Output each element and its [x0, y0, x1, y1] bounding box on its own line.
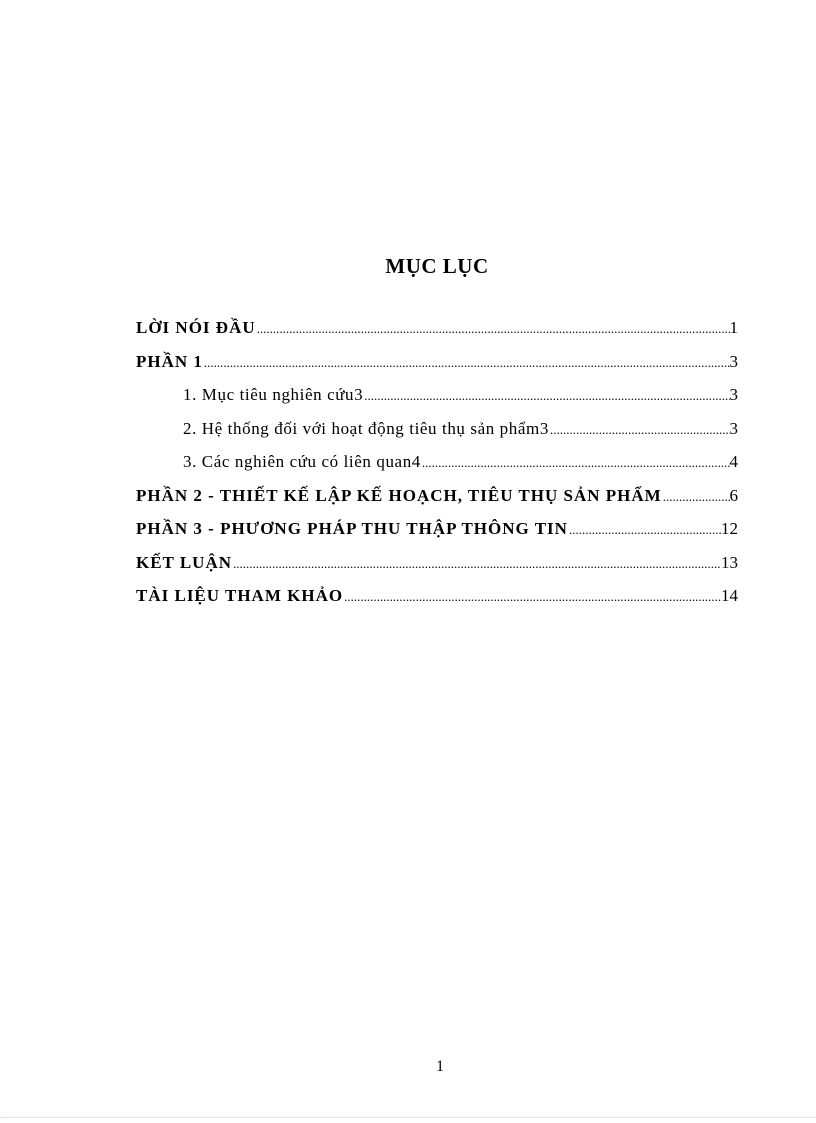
dot-leader	[421, 450, 730, 475]
dot-leader	[363, 383, 729, 408]
dot-leader	[203, 350, 730, 375]
toc-entry-foreword[interactable]	[136, 316, 738, 350]
table-of-contents	[136, 316, 738, 618]
toc-entry-part-1[interactable]	[136, 350, 738, 384]
toc-entry-label: PHẦN 1	[136, 351, 203, 371]
toc-entry-page: 3	[729, 418, 738, 438]
toc-entry-label: PHẦN 2 - THIẾT KẾ LẬP KẾ HOẠCH, TIÊU THỤ SẢN PHẨM	[136, 485, 662, 505]
dot-leader	[662, 484, 730, 509]
toc-entry-label: 2. Hệ thống đối với hoạt động tiêu thụ sản phẩm3	[183, 418, 549, 438]
toc-entry-label: TÀI LIỆU THAM KHẢO	[136, 586, 344, 605]
toc-entry-references[interactable]	[136, 584, 738, 618]
toc-entry-page: 4	[729, 452, 738, 471]
toc-entry-label: PHẦN 3 - PHƯƠNG PHÁP THU THẬP THÔNG TIN	[136, 519, 568, 538]
toc-entry-sales-system[interactable]	[136, 417, 738, 451]
toc-entry-conclusion[interactable]	[136, 551, 738, 585]
toc-entry-page: 6	[729, 485, 738, 505]
dot-leader	[256, 316, 730, 341]
dot-leader	[343, 584, 721, 609]
toc-entry-page: 14	[721, 586, 738, 605]
dot-leader	[549, 417, 730, 442]
toc-entry-label: KẾT LUẬN	[136, 552, 233, 572]
toc-entry-part-3[interactable]	[136, 517, 738, 551]
page-divider	[0, 1117, 816, 1118]
toc-entry-label: 1. Mục tiêu nghiên cứu3	[183, 385, 364, 404]
toc-entry-research-goals[interactable]	[136, 383, 738, 417]
toc-entry-page: 3	[729, 385, 738, 404]
page-number: 1	[436, 1058, 444, 1075]
dot-leader	[568, 517, 721, 542]
toc-entry-label: 3. Các nghiên cứu có liên quan4	[183, 452, 421, 471]
toc-entry-related-research[interactable]	[136, 450, 738, 484]
toc-entry-page: 12	[721, 519, 738, 538]
dot-leader	[232, 551, 721, 576]
toc-entry-page: 1	[729, 318, 738, 337]
toc-entry-page: 3	[729, 351, 738, 371]
toc-entry-part-2[interactable]	[136, 484, 738, 518]
toc-entry-page: 13	[721, 552, 738, 572]
page-title: MỤC LỤC	[385, 254, 489, 278]
toc-entry-label: LỜI NÓI ĐẦU	[136, 318, 256, 337]
